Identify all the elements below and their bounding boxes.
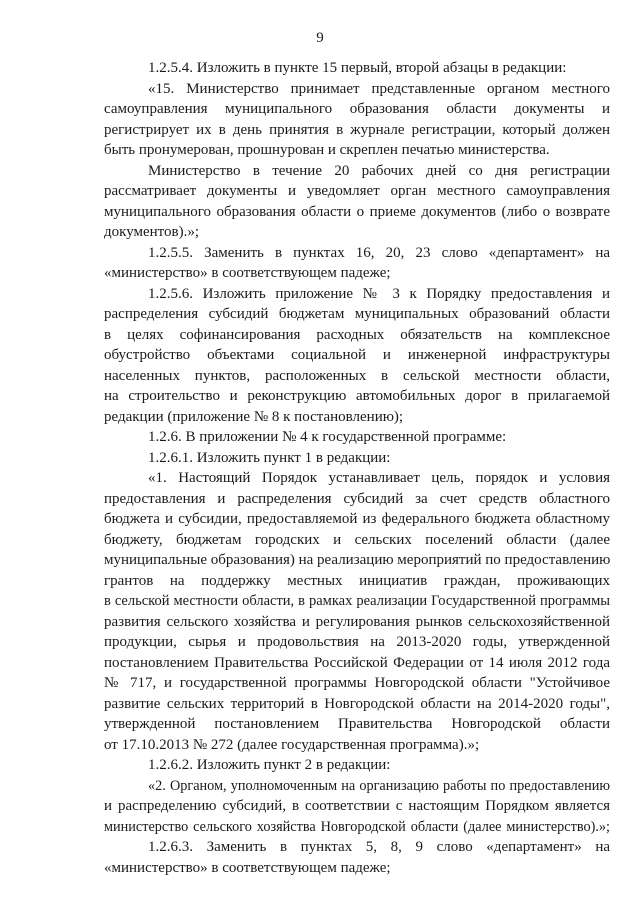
- text-line: регистрирует их в день принятия в журнале регистрации, который должен: [104, 121, 610, 138]
- text-line: «2. Органом, уполномоченным на организацию работы по предоставлению: [148, 777, 610, 794]
- text-line: на строительство и реконструкцию автомобильных дорог в прилагаемой: [104, 388, 610, 404]
- page-number: 9: [316, 30, 324, 46]
- text-line: грантов на поддержку местных инициатив граждан, проживающих: [104, 572, 610, 589]
- text-line: 1.2.5.4. Изложить в пункте 15 первый, второй абзацы в редакции:: [148, 60, 567, 76]
- text-line: рассматривает документы и уведомляет орган местного самоуправления: [104, 183, 610, 199]
- text-line: № 717, и государственной программы Новгородской области "Устойчивое: [104, 675, 610, 691]
- text-line: развитие сельских территорий в Новгородской области на 2014-2020 годы",: [104, 695, 610, 712]
- text-line: обустройство объектами социальной и инженерной инфраструктуры: [104, 347, 610, 363]
- text-line: в сельской местности области, в рамках реализации Государственной программы: [104, 593, 610, 609]
- text-line: «министерство» в соответствующем падеже;: [104, 265, 391, 281]
- text-line: развития сельского хозяйства и регулирования рынков сельскохозяйственной: [104, 613, 610, 630]
- text-line: 1.2.6.1. Изложить пункт 1 в редакции:: [148, 449, 391, 466]
- text-line: постановлением Правительства Российской Федерации от 14 июля 2012 года: [104, 654, 610, 671]
- text-line: редакции (приложение № 8 к постановлению);: [104, 408, 404, 425]
- text-line: распределения субсидий бюджетам муниципальных образований области: [104, 306, 610, 322]
- text-line: «министерство» в соответствующем падеже;: [104, 859, 391, 876]
- text-line: продукции, сырья и продовольствия на 2013-2020 годы, утвержденной: [104, 634, 610, 650]
- text-line: министерство сельского хозяйства Новгородской области (далее министерство).»;: [104, 818, 610, 835]
- text-line: 1.2.6.3. Заменить в пунктах 5, 8, 9 слово «департамент» на: [148, 839, 610, 855]
- document-body: [104, 58, 610, 878]
- text-line: бюджета и субсидии, предоставляемой из федерального бюджета областному: [104, 511, 610, 527]
- text-line: предоставления и распределения субсидий за счет средств областного: [104, 490, 610, 507]
- text-line: муниципальные образования) на реализацию мероприятий по предоставлению: [104, 552, 611, 568]
- text-line: бюджету, бюджетам городских и сельских поселений области (далее: [104, 531, 610, 548]
- text-line: и распределению субсидий, в соответствии с настоящим Порядком является: [104, 798, 610, 814]
- text-line: утвержденной постановлением Правительства Новгородской области: [104, 716, 610, 732]
- text-line: населенных пунктов, расположенных в сельской местности области,: [104, 367, 610, 384]
- text-line: «1. Настоящий Порядок устанавливает цель, порядок и условия: [148, 470, 610, 486]
- text-line: 1.2.5.5. Заменить в пунктах 16, 20, 23 слово «департамент» на: [148, 244, 610, 261]
- text-line: от 17.10.2013 № 272 (далее государственная программа).»;: [104, 736, 480, 753]
- text-line: документов).»;: [104, 224, 200, 240]
- text-line: в целях софинансирования расходных обязательств на комплексное: [104, 326, 610, 343]
- text-line: «15. Министерство принимает представленные органом местного: [148, 80, 610, 97]
- text-line: Министерство в течение 20 рабочих дней со дня регистрации: [148, 162, 610, 179]
- text-line: муниципального образования области о приеме документов (либо о возврате: [104, 203, 610, 220]
- text-line: самоуправления муниципального образования области документы и: [104, 101, 610, 117]
- text-line: 1.2.5.6. Изложить приложение № 3 к Порядку предоставления и: [148, 285, 610, 302]
- text-line: 1.2.6. В приложении № 4 к государственной программе:: [148, 429, 507, 445]
- text-line: 1.2.6.2. Изложить пункт 2 в редакции:: [148, 757, 391, 773]
- text-line: быть пронумерован, прошнурован и скреплен печатью министерства.: [104, 142, 550, 158]
